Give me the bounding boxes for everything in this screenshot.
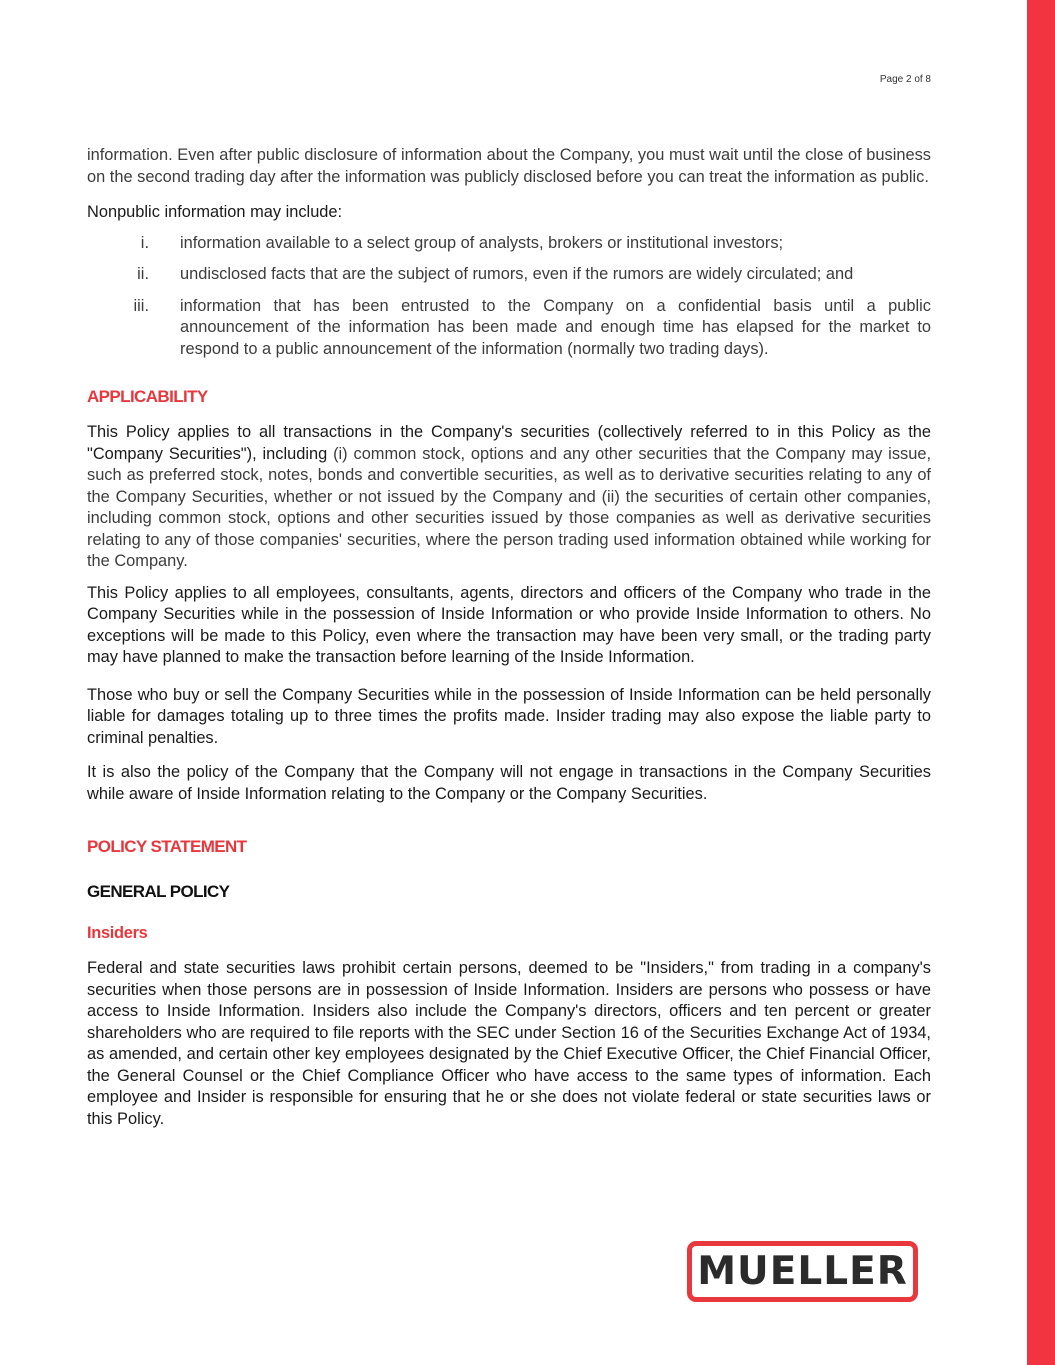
applicability-paragraph-1-lead: This Policy applies to all transactions in the Company's securities (collectively referred to in this Policy as the "Company Securities"), including <box>87 423 931 463</box>
list-item-text: undisclosed facts that are the subject of rumors, even if the rumors are widely circulated; and <box>180 265 854 283</box>
general-policy-heading: GENERAL POLICY <box>87 882 230 901</box>
side-accent-bar <box>1027 0 1055 1365</box>
applicability-paragraph-1-rest: (i) common stock, options and any other securities that the Company may issue, such as preferred stock, notes, bonds and convertible securities, as well as to derivative securities relating to any of the Company Securities, whether or not issued by the Company and (ii) the securities of certain other companies, including common stock, options and other securities issued by those companies as well as derivative securities relating to any of those companies' securities, where the person trading used information obtained while working for the Company. <box>87 444 931 570</box>
list-item-text: information that has been entrusted to the Company on a confidential basis until a public announcement of the information has been made and enough time has elapsed for the market to respond to a public announcement of the information (normally two trading days). <box>180 296 931 358</box>
list-item-text: information available to a select group of analysts, brokers or institutional investors; <box>180 233 784 252</box>
applicability-paragraph-1 <box>87 422 931 573</box>
logo-text: MUELLER <box>697 1249 908 1294</box>
applicability-heading: APPLICABILITY <box>87 387 208 406</box>
list-item <box>87 233 931 255</box>
applicability-paragraph-3: Those who buy or sell the Company Securities while in the possession of Inside Information can be held personally liable for damages totaling up to three times the profits made. Insider trading may also expose the liable party to criminal penalties. <box>87 685 931 747</box>
applicability-paragraph-4: It is also the policy of the Company that the Company will not engage in transactions in the Company Securities while aware of Inside Information relating to the Company or the Company Securities. <box>87 763 931 803</box>
page-number: Page 2 of 8 <box>879 74 931 85</box>
list-item-number: iii. <box>133 296 149 315</box>
nonpublic-list <box>87 233 931 361</box>
insiders-paragraph: Federal and state securities laws prohibit certain persons, deemed to be "Insiders," from trading in a company's securities when those persons are in possession of Inside Information. Insiders are persons who possess or have access to Inside Information. Insiders also include the Company's directors, officers and ten percent or greater shareholders who are required to file reports with the SEC under Section 16 of the Securities Exchange Act of 1934, as amended, and certain other key employees designated by the Chief Executive Officer, the Chief Financial Officer, the General Counsel or the Chief Compliance Officer who have access to the same types of information. Each employee and Insider is responsible for ensuring that he or she does not violate federal or state securities laws or this Policy. <box>87 959 931 1128</box>
insiders-heading: Insiders <box>87 924 148 942</box>
mueller-logo <box>687 1241 918 1302</box>
document-body <box>87 145 931 1130</box>
nonpublic-lead-in: Nonpublic information may include: <box>87 203 343 221</box>
applicability-paragraph-2: This Policy applies to all employees, consultants, agents, directors and officers of the Company who trade in the Company Securities while in the possession of Inside Information or who provide Inside Information to others. No exceptions will be made to this Policy, even where the transaction may have been very small, or the trading party may have planned to make the transaction before learning of the Inside Information. <box>87 583 931 666</box>
list-item-number: ii. <box>137 265 149 283</box>
list-item <box>87 296 931 361</box>
intro-continuation: information. Even after public disclosure of information about the Company, you must wait until the close of business on the second trading day after the information was publicly disclosed before you can treat the information as public. <box>87 146 931 186</box>
list-item <box>87 264 931 286</box>
list-item-number: i. <box>140 233 149 252</box>
policy-statement-heading: POLICY STATEMENT <box>87 837 247 856</box>
